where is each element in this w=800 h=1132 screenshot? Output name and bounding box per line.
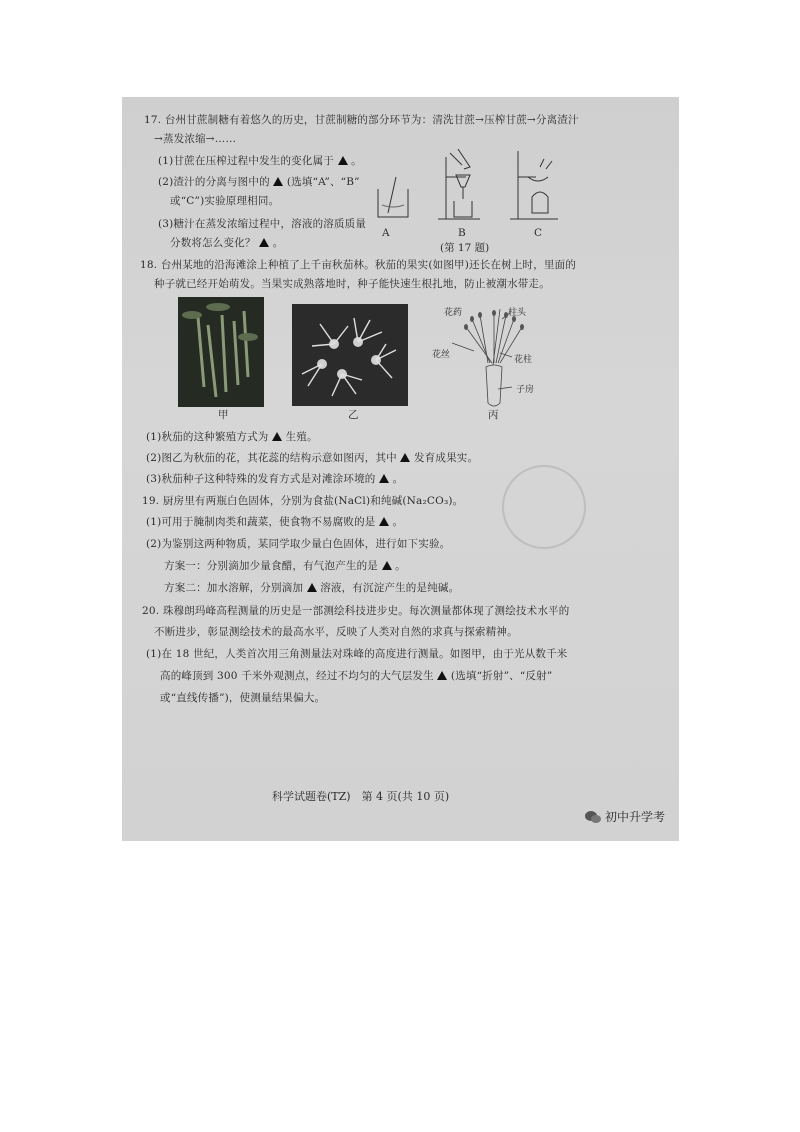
q19-part1: (1)可用于腌制肉类和蔬菜，使食物不易腐败的是 。 [146,516,404,528]
label-style: 花柱 [514,355,533,365]
q20-part1b: 高的峰顶到 300 千米外观测点，经过不均匀的大气层发生 (选填“折射”、“反射” [160,670,553,682]
q18-part3: (3)秋茄种子这种特殊的发育方式是对滩涂环境的 。 [146,473,404,485]
q18-part2: (2)图乙为秋茄的花，其花蕊的结构示意如图丙，其中 发育成果实。 [146,452,479,464]
q17-line2: →蒸发浓缩→…… [154,133,237,145]
fig-label-c: C [534,227,543,239]
exam-page-photo [122,97,679,841]
mangrove-fruit-image [178,297,264,407]
label-stigma: 柱头 [508,308,527,318]
q17-part2b: 或“C”)实验原理相同。 [170,195,280,207]
answer-blank-icon [273,177,283,186]
q19-scheme2: 方案二：加水溶解，分别滴加 溶液，有沉淀产生的是纯碱。 [164,582,460,594]
q17-part3b: 分数将怎么变化？ 。 [170,237,284,249]
wechat-icon [585,810,601,824]
q17-part1: (1)甘蔗在压榨过程中发生的变化属于 。 [158,155,362,167]
watermark [585,808,665,825]
photo-yi-flower [292,304,408,406]
img-label-jia: 甲 [218,409,229,421]
q19-part2: (2)为鉴别这两种物质，某同学取少量白色固体，进行如下实验。 [146,538,451,550]
q18-part1: (1)秋茄的这种繁殖方式为 生殖。 [146,431,318,443]
flower-structure-diagram [440,305,560,415]
q19-scheme1: 方案一：分别滴加少量食醋，有气泡产生的是 。 [164,560,406,572]
img-label-yi: 乙 [348,409,359,421]
answer-blank-icon [382,561,392,570]
label-anther: 花药 [444,308,463,318]
photo-jia-fruit [178,297,264,407]
img-label-bing: 丙 [488,409,499,421]
answer-blank-icon [338,156,348,165]
answer-blank-icon [400,453,410,462]
answer-blank-icon [437,671,447,680]
page-footer: 科学试题卷(TZ) 第 4 页(共 10 页) [272,790,450,803]
q17-figure-caption: (第 17 题) [440,242,490,254]
answer-blank-icon [259,238,269,247]
label-ovary: 子房 [516,385,535,395]
q17-line1: 17. 台州甘蔗制糖有着悠久的历史，甘蔗制糖的部分环节为：清洗甘蔗→压榨甘蔗→分离渣汁 [144,114,579,126]
answer-blank-icon [272,432,282,441]
q18-line1: 18. 台州某地的沿海滩涂上种植了上千亩秋茄林。秋茄的果实(如图甲)还长在树上时，里面的 [140,259,577,271]
fig-label-a: A [382,227,390,239]
mangrove-flower-image [292,304,408,406]
q17-part3a: (3)糖汁在蒸发浓缩过程中，溶液的溶质质量 [158,218,367,230]
answer-blank-icon [379,517,389,526]
watermark-text: 初中升学考 [604,810,665,824]
q20-part1c: 或“直线传播”)，使测量结果偏大。 [160,692,326,704]
q18-line2: 种子就已经开始萌发。当果实成熟落地时，种子能快速生根扎地，防止被潮水带走。 [154,278,550,290]
answer-blank-icon [379,474,389,483]
q20-line1: 20. 珠穆朗玛峰高程测量的历史是一部测绘科技进步史。每次测量都体现了测绘技术水平的 [142,605,570,617]
ghost-circle [502,465,586,549]
q17-part2a: (2)渣汁的分离与图中的 (选填“A”、“B” [158,176,360,188]
label-filament: 花丝 [432,350,451,360]
q20-part1a: (1)在 18 世纪，人类首次用三角测量法对珠峰的高度进行测量。如图甲，由于光从数千米 [146,648,568,660]
q17-apparatus-figure [368,147,568,227]
fig-label-b: B [458,227,466,239]
answer-blank-icon [307,583,317,592]
q19-line1: 19. 厨房里有两瓶白色固体，分别为食盐(NaCl)和纯碱(Na₂CO₃)。 [142,495,464,507]
q20-line2: 不断进步，彰显测绘技术的最高水平，反映了人类对自然的求真与探索精神。 [154,626,518,638]
